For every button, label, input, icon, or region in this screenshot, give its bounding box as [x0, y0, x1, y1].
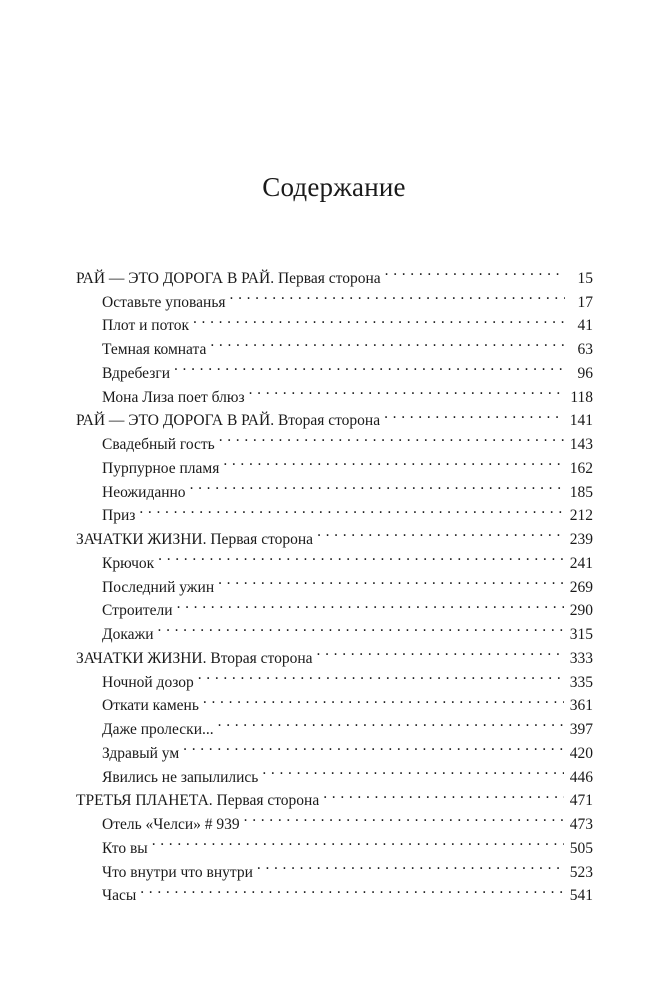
toc-entry-page-number: 541 [569, 887, 593, 905]
toc-entry-page-number: 143 [569, 436, 593, 453]
dot-leader [183, 734, 564, 758]
toc-entry-page-number: 63 [577, 341, 593, 358]
toc-entry-label: РАЙ — ЭТО ДОРОГА В РАЙ. Вторая сторона [76, 412, 381, 430]
toc-entry-page-number: 473 [569, 816, 593, 833]
toc-section-entry [76, 259, 593, 287]
dot-leader [262, 758, 563, 782]
dot-leader [384, 402, 564, 426]
toc-entry-label: Неожиданно [102, 483, 186, 501]
toc-entry [76, 853, 593, 881]
dot-leader [193, 307, 565, 331]
toc-entry-page-number: 315 [569, 626, 593, 643]
toc-entry-label: Оставьте упованья [102, 293, 226, 311]
toc-entry-label: Даже пролески... [102, 721, 214, 738]
toc-entry-label: Здравый ум [102, 744, 180, 762]
toc-entry-label: Часы [102, 887, 137, 905]
toc-entry-label: Явились не запылились [102, 768, 259, 786]
dot-leader [152, 829, 564, 853]
toc-entry-label: Докажи [102, 626, 154, 643]
toc-entry-label: Что внутри что внутри [102, 863, 253, 881]
toc-entry-page-number: 241 [569, 554, 593, 572]
toc-entry-label: ЗАЧАТКИ ЖИЗНИ. Вторая сторона [76, 649, 313, 667]
toc-entry-label: Последний ужин [102, 578, 215, 596]
toc-entry [76, 877, 593, 905]
dot-leader [230, 283, 565, 307]
dot-leader [223, 449, 563, 473]
toc-entry-label: Ночной дозор [102, 673, 194, 691]
dot-leader [158, 544, 564, 568]
dot-leader [198, 663, 564, 687]
toc-entry [76, 829, 593, 857]
toc-entry-page-number: 239 [569, 531, 593, 548]
toc-entry-page-number: 96 [577, 364, 593, 382]
toc-entry-page-number: 361 [569, 697, 593, 715]
toc-entry-label: Кто вы [102, 839, 148, 857]
dot-leader [190, 473, 564, 497]
dot-leader [218, 568, 564, 592]
toc-entry-label: Пурпурное пламя [102, 459, 220, 477]
toc-entry-page-number: 420 [569, 744, 593, 762]
toc-entry-label: ТРЕТЬЯ ПЛАНЕТА. Первая сторона [76, 792, 320, 810]
toc-entry-page-number: 523 [569, 863, 593, 881]
toc-entry-label: Плот и поток [102, 317, 189, 335]
toc-entry-page-number: 335 [569, 673, 593, 691]
dot-leader [177, 592, 564, 616]
toc-entry-page-number: 290 [569, 602, 593, 620]
toc-entry-label: Вдребезги [102, 364, 170, 382]
toc-entry-page-number: 471 [569, 792, 593, 810]
dot-leader [317, 639, 564, 663]
table-of-contents [76, 259, 593, 905]
dot-leader [158, 615, 564, 639]
dot-leader [244, 805, 564, 829]
toc-entry-label: Свадебный гость [102, 436, 215, 453]
toc-entry-page-number: 269 [569, 578, 593, 596]
dot-leader [218, 710, 564, 734]
toc-entry-page-number: 15 [577, 269, 593, 287]
dot-leader [219, 425, 564, 449]
dot-leader [203, 687, 564, 711]
dot-leader [317, 520, 564, 544]
dot-leader [249, 378, 565, 402]
toc-entry-label: Отель «Челси» # 939 [102, 816, 240, 833]
dot-leader [140, 877, 564, 901]
dot-leader [210, 330, 565, 354]
toc-entry-page-number: 505 [569, 839, 593, 857]
dot-leader [323, 782, 564, 806]
toc-entry-label: РАЙ — ЭТО ДОРОГА В РАЙ. Первая сторона [76, 269, 381, 287]
toc-entry-label: Строители [102, 602, 173, 620]
toc-section-entry [76, 520, 593, 548]
toc-entry-page-number: 185 [569, 483, 593, 501]
toc-entry-label: Крючок [102, 554, 155, 572]
dot-leader [385, 259, 565, 283]
toc-entry-page-number: 118 [570, 388, 593, 406]
toc-entry-page-number: 17 [577, 293, 593, 311]
toc-entry-label: Откати камень [102, 697, 199, 715]
dot-leader [257, 853, 564, 877]
toc-entry-page-number: 41 [577, 317, 593, 335]
toc-entry-label: Мона Лиза поет блюз [102, 388, 245, 406]
toc-entry-page-number: 446 [569, 768, 593, 786]
toc-entry-page-number: 212 [569, 507, 593, 525]
toc-entry [76, 497, 593, 525]
toc-entry-page-number: 141 [569, 412, 593, 430]
toc-entry-page-number: 397 [569, 721, 593, 738]
toc-entry-label: ЗАЧАТКИ ЖИЗНИ. Первая сторона [76, 531, 314, 548]
dot-leader [139, 497, 563, 521]
toc-entry-label: Темная комната [102, 341, 207, 358]
toc-entry-page-number: 162 [569, 459, 593, 477]
page-title: Содержание [262, 172, 406, 202]
dot-leader [174, 354, 565, 378]
toc-entry-page-number: 333 [569, 649, 593, 667]
toc-entry-label: Приз [102, 507, 136, 525]
